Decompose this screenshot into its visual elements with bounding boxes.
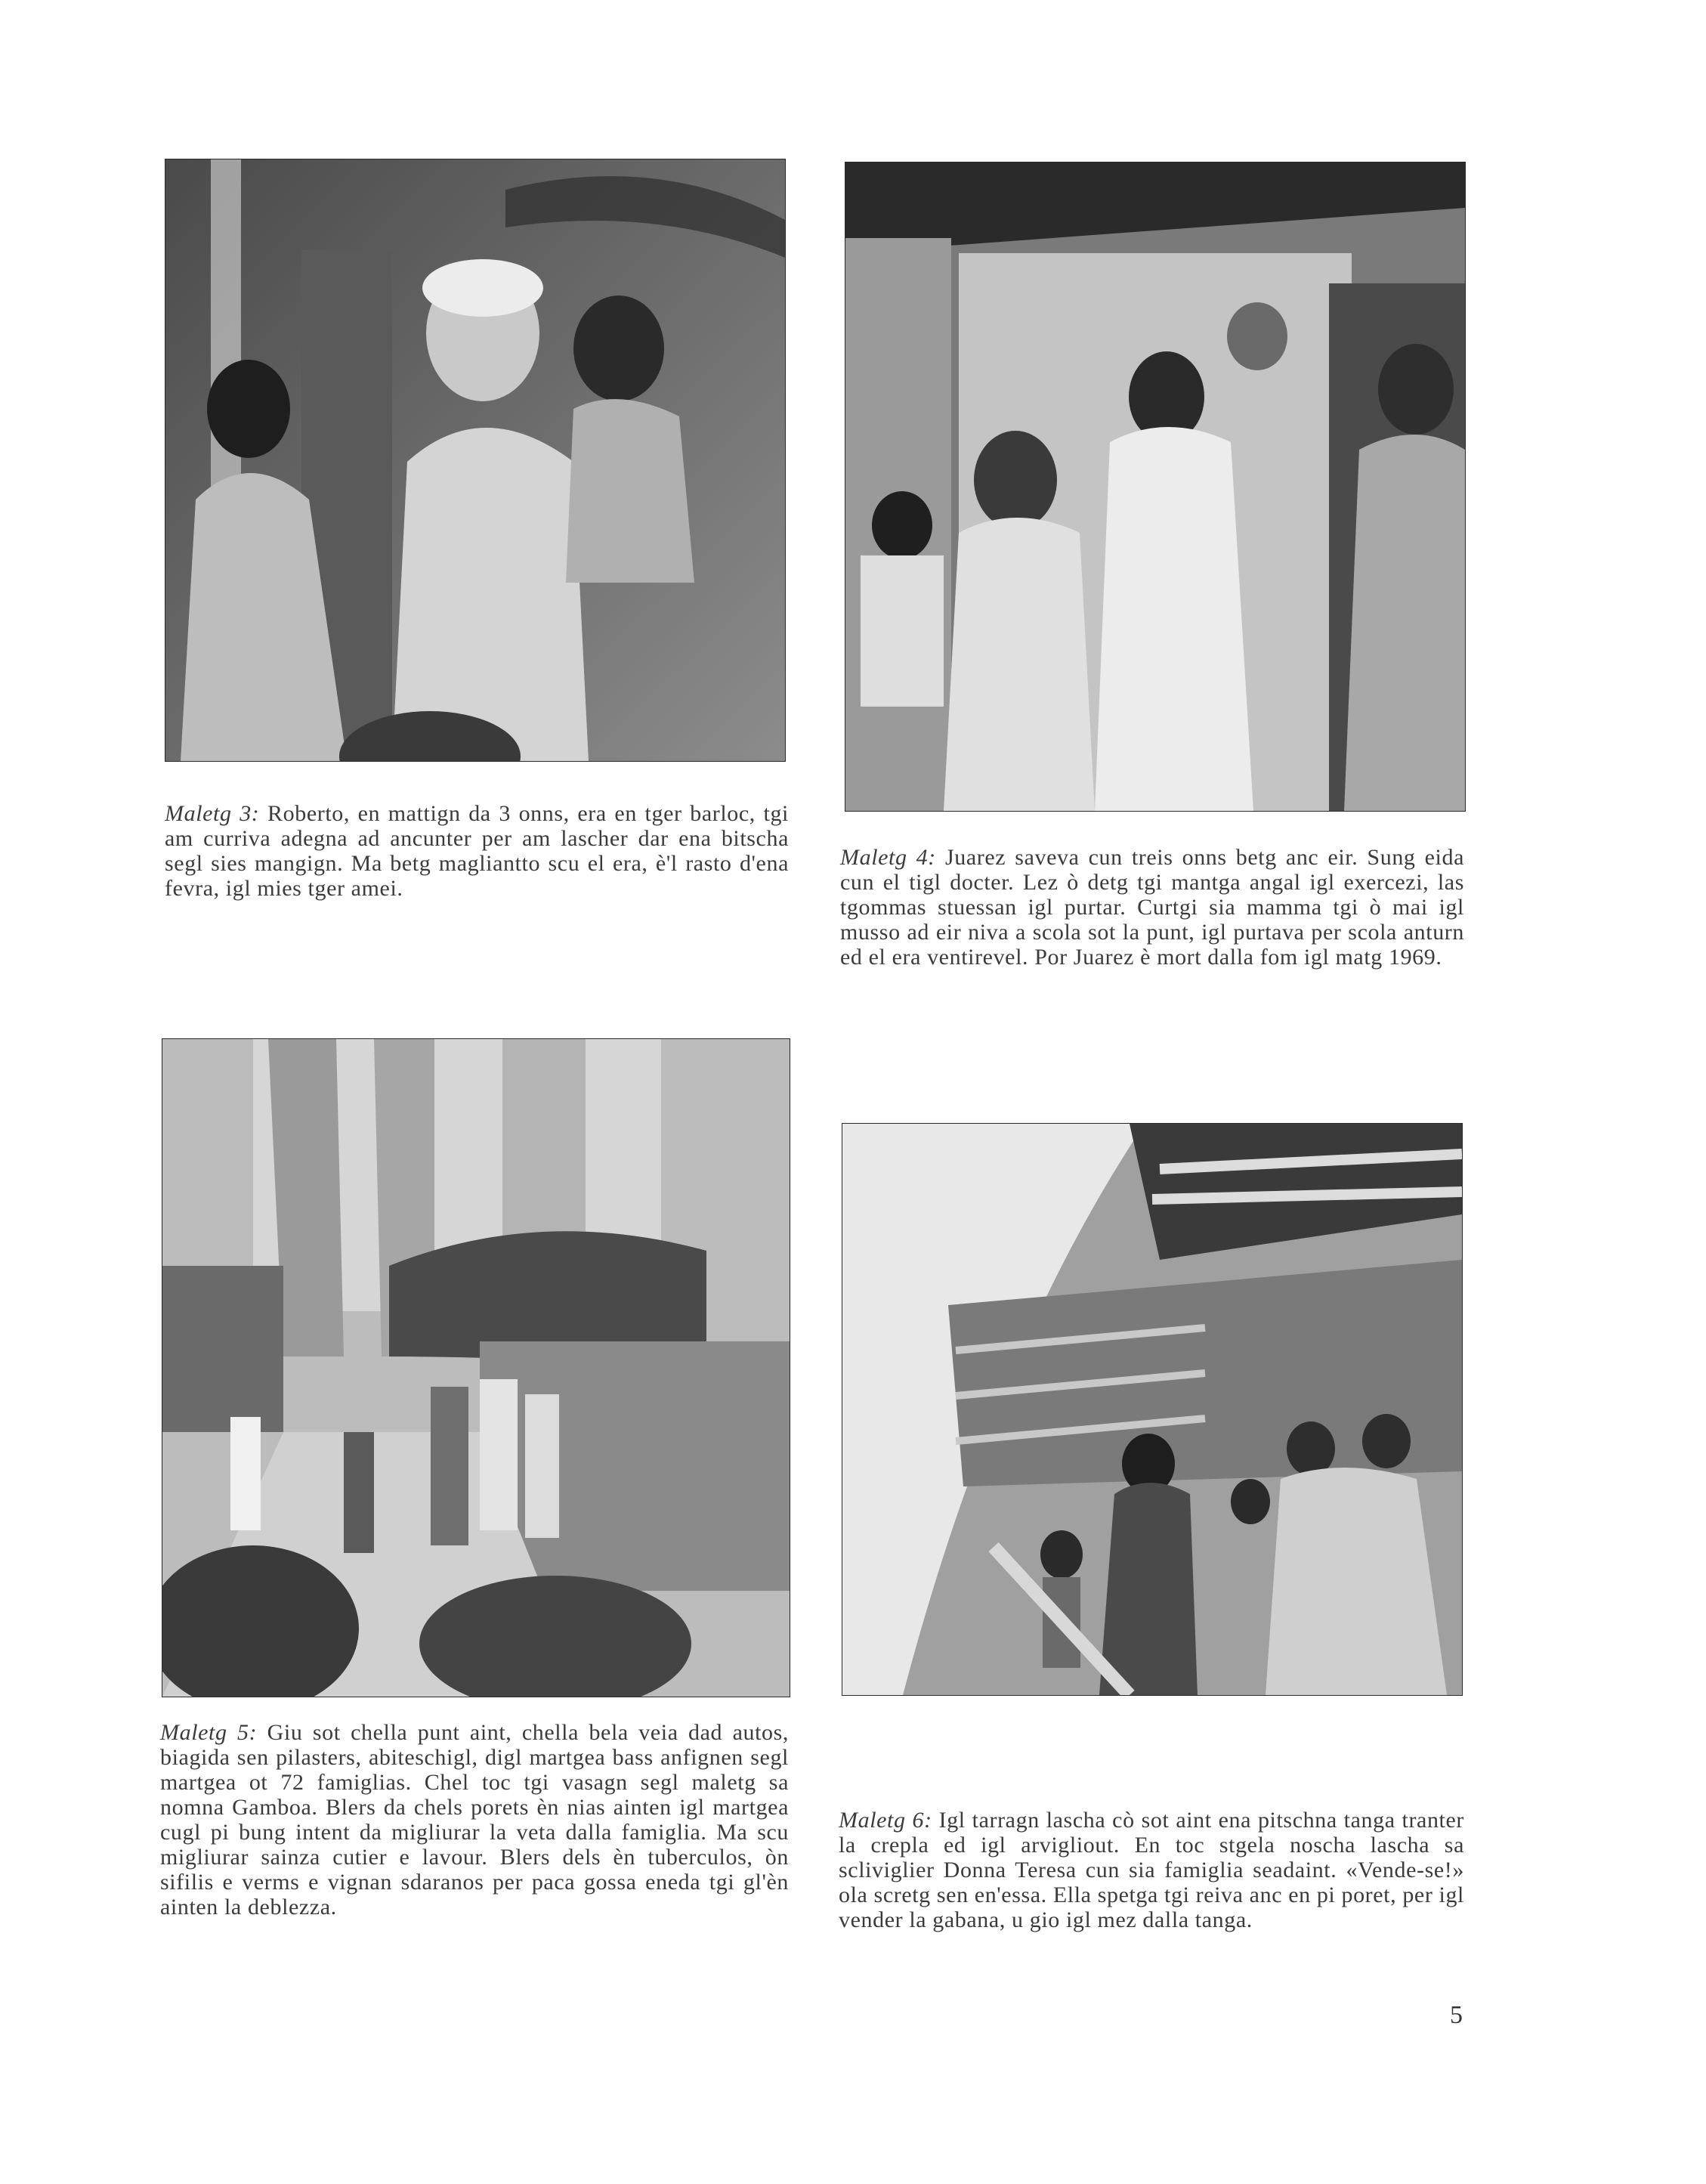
photo-3-image bbox=[165, 159, 786, 762]
photo-6-label: Maletg 6: bbox=[839, 1808, 932, 1833]
photo-5-image bbox=[162, 1038, 790, 1697]
page-number: 5 bbox=[1450, 2001, 1463, 2029]
photo-4-label: Maletg 4: bbox=[840, 845, 936, 870]
photo-5-caption-text: Giu sot chella punt aint, chella bela veia dad autos, biagida sen pilasters, abiteschigl, digl martgea bass anfignen segl martgea ot 72 famiglias. Chel toc tgi vasagn segl maletg sa nomna Gamboa. Blers da chels porets èn nias ainten igl martgea cugl pi bung intent da migliurar la veta dalla famiglia. Ma scu migliurar sainza cutier e lavour. Blers dels èn tuberculos, òn sifilis e verms e vignan sdaranos per paca gossa eneda tgi gl'èn ainten la deblezza. bbox=[160, 1720, 790, 1920]
photo-4-caption bbox=[840, 845, 1464, 970]
photo-6-caption bbox=[839, 1808, 1464, 1932]
photo-3-label: Maletg 3: bbox=[165, 801, 260, 826]
photo-5-label: Maletg 5: bbox=[160, 1720, 258, 1745]
photo-5-caption bbox=[160, 1720, 789, 1920]
photo-3-caption bbox=[165, 801, 789, 901]
photo-3-caption-text: Roberto, en mattign da 3 onns, era en tger barloc, tgi am curriva adegna ad ancunter per am lascher dar ena bitscha segl sies mangign. Ma betg magliantto scu el era, è'l rasto d'ena fevra, igl mies tger amei. bbox=[165, 801, 789, 901]
photo-4-caption-text: Juarez saveva cun treis onns betg anc eir. Sung eida cun el tigl docter. Lez ò detg tgi mantga angal igl exercezi, las tgommas stuessan igl purtar. Curtgi sia mamma tgi ò mai igl musso ad eir niva a scola sot la punt, igl purtava per scola anturn ed el era ventirevel. Por Juarez è mort dalla fom igl matg 1969. bbox=[840, 845, 1464, 970]
photo-6-image bbox=[842, 1123, 1463, 1696]
photo-4-image bbox=[845, 162, 1466, 812]
photo-6-caption-text: Igl tarragn lascha cò sot aint ena pitschna tanga tranter la crepla ed igl arvigliout. En toc stgela noscha lascha sa scliviglier Donna Teresa cun sia famiglia seadaint. «Vende-se!» ola scretg sen en'essa. Ella spetga tgi reiva anc en pi poret, per igl vender la gabana, u gio igl mez dalla tanga. bbox=[839, 1808, 1465, 1932]
